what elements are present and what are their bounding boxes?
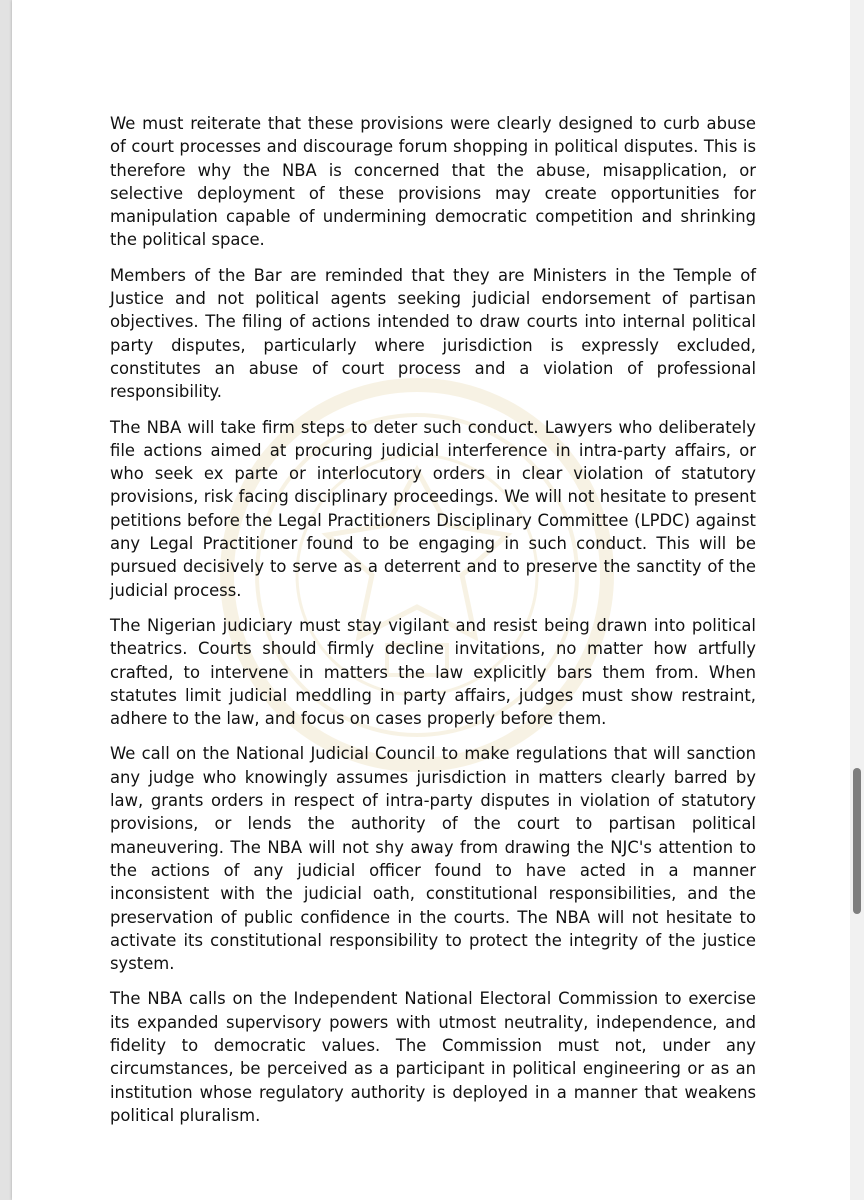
document-body	[110, 112, 756, 1139]
paragraph-1: We must reiterate that these provisions were clearly designed to curb abuse of court processes and discourage forum shopping in political disputes. This is therefore why the NBA is concerned that the abuse, misapplication, or selective deployment of these provisions may create opportunities for manipulation capable of undermining democratic competition and shrinking the political space.	[110, 114, 756, 250]
paragraph-5: We call on the National Judicial Council to make regulations that will sanction any judge who knowingly assumes jurisdiction in matters clearly barred by law, grants orders in respect of intra-party disputes in violation of statutory provisions, or lends the authority of the court to partisan political maneuvering. The NBA will not shy away from drawing the NJC's attention to the actions of any judicial officer found to have acted in a manner inconsistent with the judicial oath, constitutional responsibilities, and the preservation of public confidence in the courts. The NBA will not hesitate to activate its constitutional responsibility to protect the integrity of the justice system.	[110, 744, 756, 974]
scrollbar-thumb[interactable]	[853, 768, 861, 914]
paragraph-4: The Nigerian judiciary must stay vigilant and resist being drawn into political theatrics. Courts should firmly decline invitations, no matter how artfully crafted, to intervene in matters the law explicitly bars them from. When statutes limit judicial meddling in party affairs, judges must show restraint, adhere to the law, and focus on cases properly before them.	[110, 615, 756, 729]
paragraph-6: The NBA calls on the Independent National Electoral Commission to exercise its expanded supervisory powers with utmost neutrality, independence, and fidelity to democratic values. The Commission must not, under any circumstances, be perceived as a participant in political engineering or as an institution whose regulatory authority is deployed in a manner that weakens political pluralism.	[110, 989, 756, 1125]
paragraph-3: The NBA will take firm steps to deter such conduct. Lawyers who deliberately file actions aimed at procuring judicial interference in intra-party affairs, or who seek ex parte or interlocutory orders in clear violation of statutory provisions, risk facing disciplinary proceedings. We will not hesitate to present petitions before the Legal Practitioners Disciplinary Committee (LPDC) against any Legal Practitioner found to be engaging in such conduct. This will be pursued decisively to serve as a deterrent and to preserve the sanctity of the judicial process.	[110, 417, 756, 600]
document-page	[12, 0, 850, 1200]
paragraph-2: Members of the Bar are reminded that they are Ministers in the Temple of Justice and not political agents seeking judicial endorsement of partisan objectives. The filing of actions intended to draw courts into internal political party disputes, particularly where jurisdiction is expressly excluded, constitutes an abuse of court process and a violation of professional responsibility.	[110, 265, 756, 402]
vertical-scrollbar[interactable]	[850, 0, 864, 1200]
